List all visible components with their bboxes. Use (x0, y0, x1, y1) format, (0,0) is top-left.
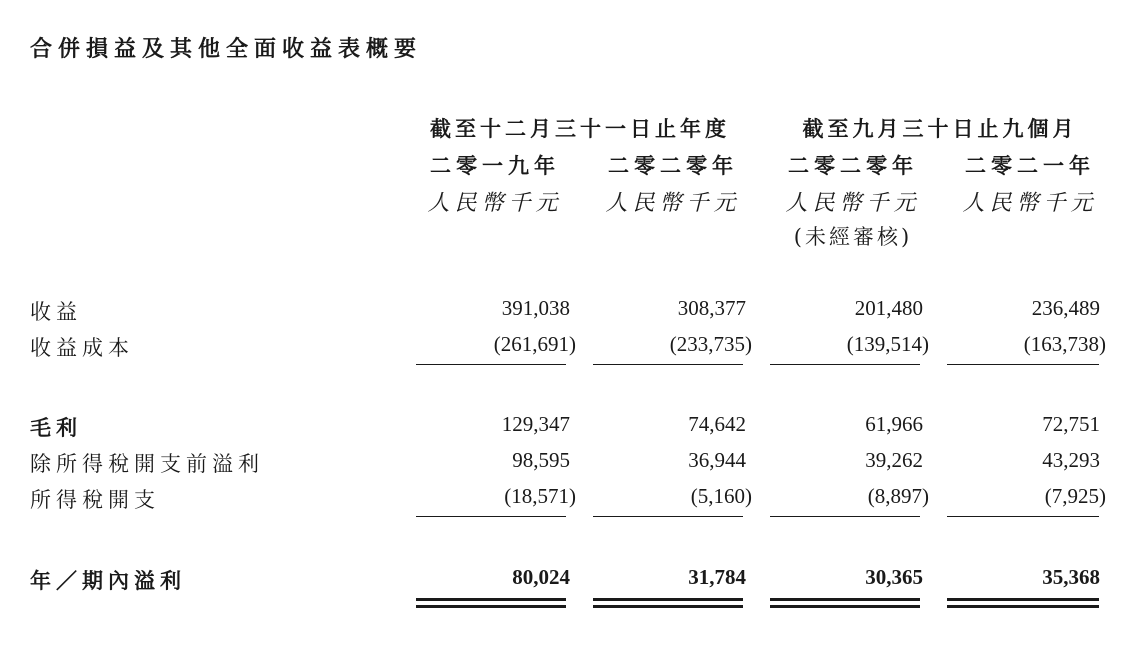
cell-value: 30,365 (865, 565, 923, 589)
cell-value: (18,571) (504, 484, 576, 508)
column-header-2020-nine-months (778, 150, 928, 251)
cell-value: (233,735) (669, 332, 752, 356)
table-row-profit-for-period (0, 565, 1137, 597)
cell-value: (163,738) (1023, 332, 1106, 356)
row-label: 年／期內溢利 (30, 569, 186, 593)
cell-value: (5,160) (690, 484, 752, 508)
table-row-profit-before-tax (0, 448, 1137, 480)
cell-value: 391,038 (501, 296, 570, 320)
column-year: 二零二一年 (965, 154, 1095, 178)
column-unit: 人民幣千元 (785, 191, 921, 216)
subtotal-rule (770, 516, 920, 517)
table-row-gross-profit (0, 412, 1137, 444)
row-label: 毛利 (30, 416, 82, 440)
column-unit: 人民幣千元 (605, 191, 741, 216)
row-label: 所得稅開支 (30, 488, 160, 512)
column-year: 二零二零年 (788, 154, 918, 178)
row-label: 收益 (30, 300, 82, 324)
cell-value: 31,784 (688, 565, 746, 589)
cell-value: 39,262 (865, 448, 923, 472)
cell-value: 308,377 (677, 296, 746, 320)
column-year: 二零二零年 (608, 154, 738, 178)
total-double-rule (770, 598, 920, 608)
cell-value: 72,751 (1042, 412, 1100, 436)
group-header-year-ended: 截至十二月三十一日止年度 (430, 117, 730, 141)
subtotal-rule (593, 364, 743, 365)
cell-value: 74,642 (688, 412, 746, 436)
cell-value: (7,925) (1044, 484, 1106, 508)
subtotal-rule (770, 364, 920, 365)
cell-value: 36,944 (688, 448, 746, 472)
column-header-2019 (420, 150, 570, 217)
unaudited-note: (未經審核) (793, 225, 913, 249)
column-year: 二零一九年 (430, 154, 560, 178)
column-unit: 人民幣千元 (427, 191, 563, 216)
cell-value: 201,480 (854, 296, 923, 320)
subtotal-rule (416, 516, 566, 517)
cell-value: 43,293 (1042, 448, 1100, 472)
total-double-rule (416, 598, 566, 608)
cell-value: (261,691) (493, 332, 576, 356)
cell-value: (139,514) (846, 332, 929, 356)
cell-value: (8,897) (867, 484, 929, 508)
cell-value: 61,966 (865, 412, 923, 436)
subtotal-rule (416, 364, 566, 365)
cell-value: 35,368 (1042, 565, 1100, 589)
cell-value: 129,347 (501, 412, 570, 436)
table-row-revenue (0, 296, 1137, 328)
cell-value: 80,024 (512, 565, 570, 589)
subtotal-rule (593, 516, 743, 517)
column-unit: 人民幣千元 (962, 191, 1098, 216)
table-row-cost-of-revenue (0, 332, 1137, 364)
subtotal-rule (947, 516, 1099, 517)
subtotal-rule (947, 364, 1099, 365)
row-label: 除所得稅開支前溢利 (30, 452, 264, 476)
row-label: 收益成本 (30, 336, 134, 360)
column-header-2020 (598, 150, 748, 217)
column-header-2021-nine-months (955, 150, 1105, 217)
total-double-rule (593, 598, 743, 608)
cell-value: 236,489 (1031, 296, 1100, 320)
cell-value: 98,595 (512, 448, 570, 472)
total-double-rule (947, 598, 1099, 608)
page-title: 合併損益及其他全面收益表概要 (30, 37, 423, 62)
group-header-nine-months: 截至九月三十日止九個月 (802, 117, 1078, 141)
table-row-income-tax-expense (0, 484, 1137, 516)
